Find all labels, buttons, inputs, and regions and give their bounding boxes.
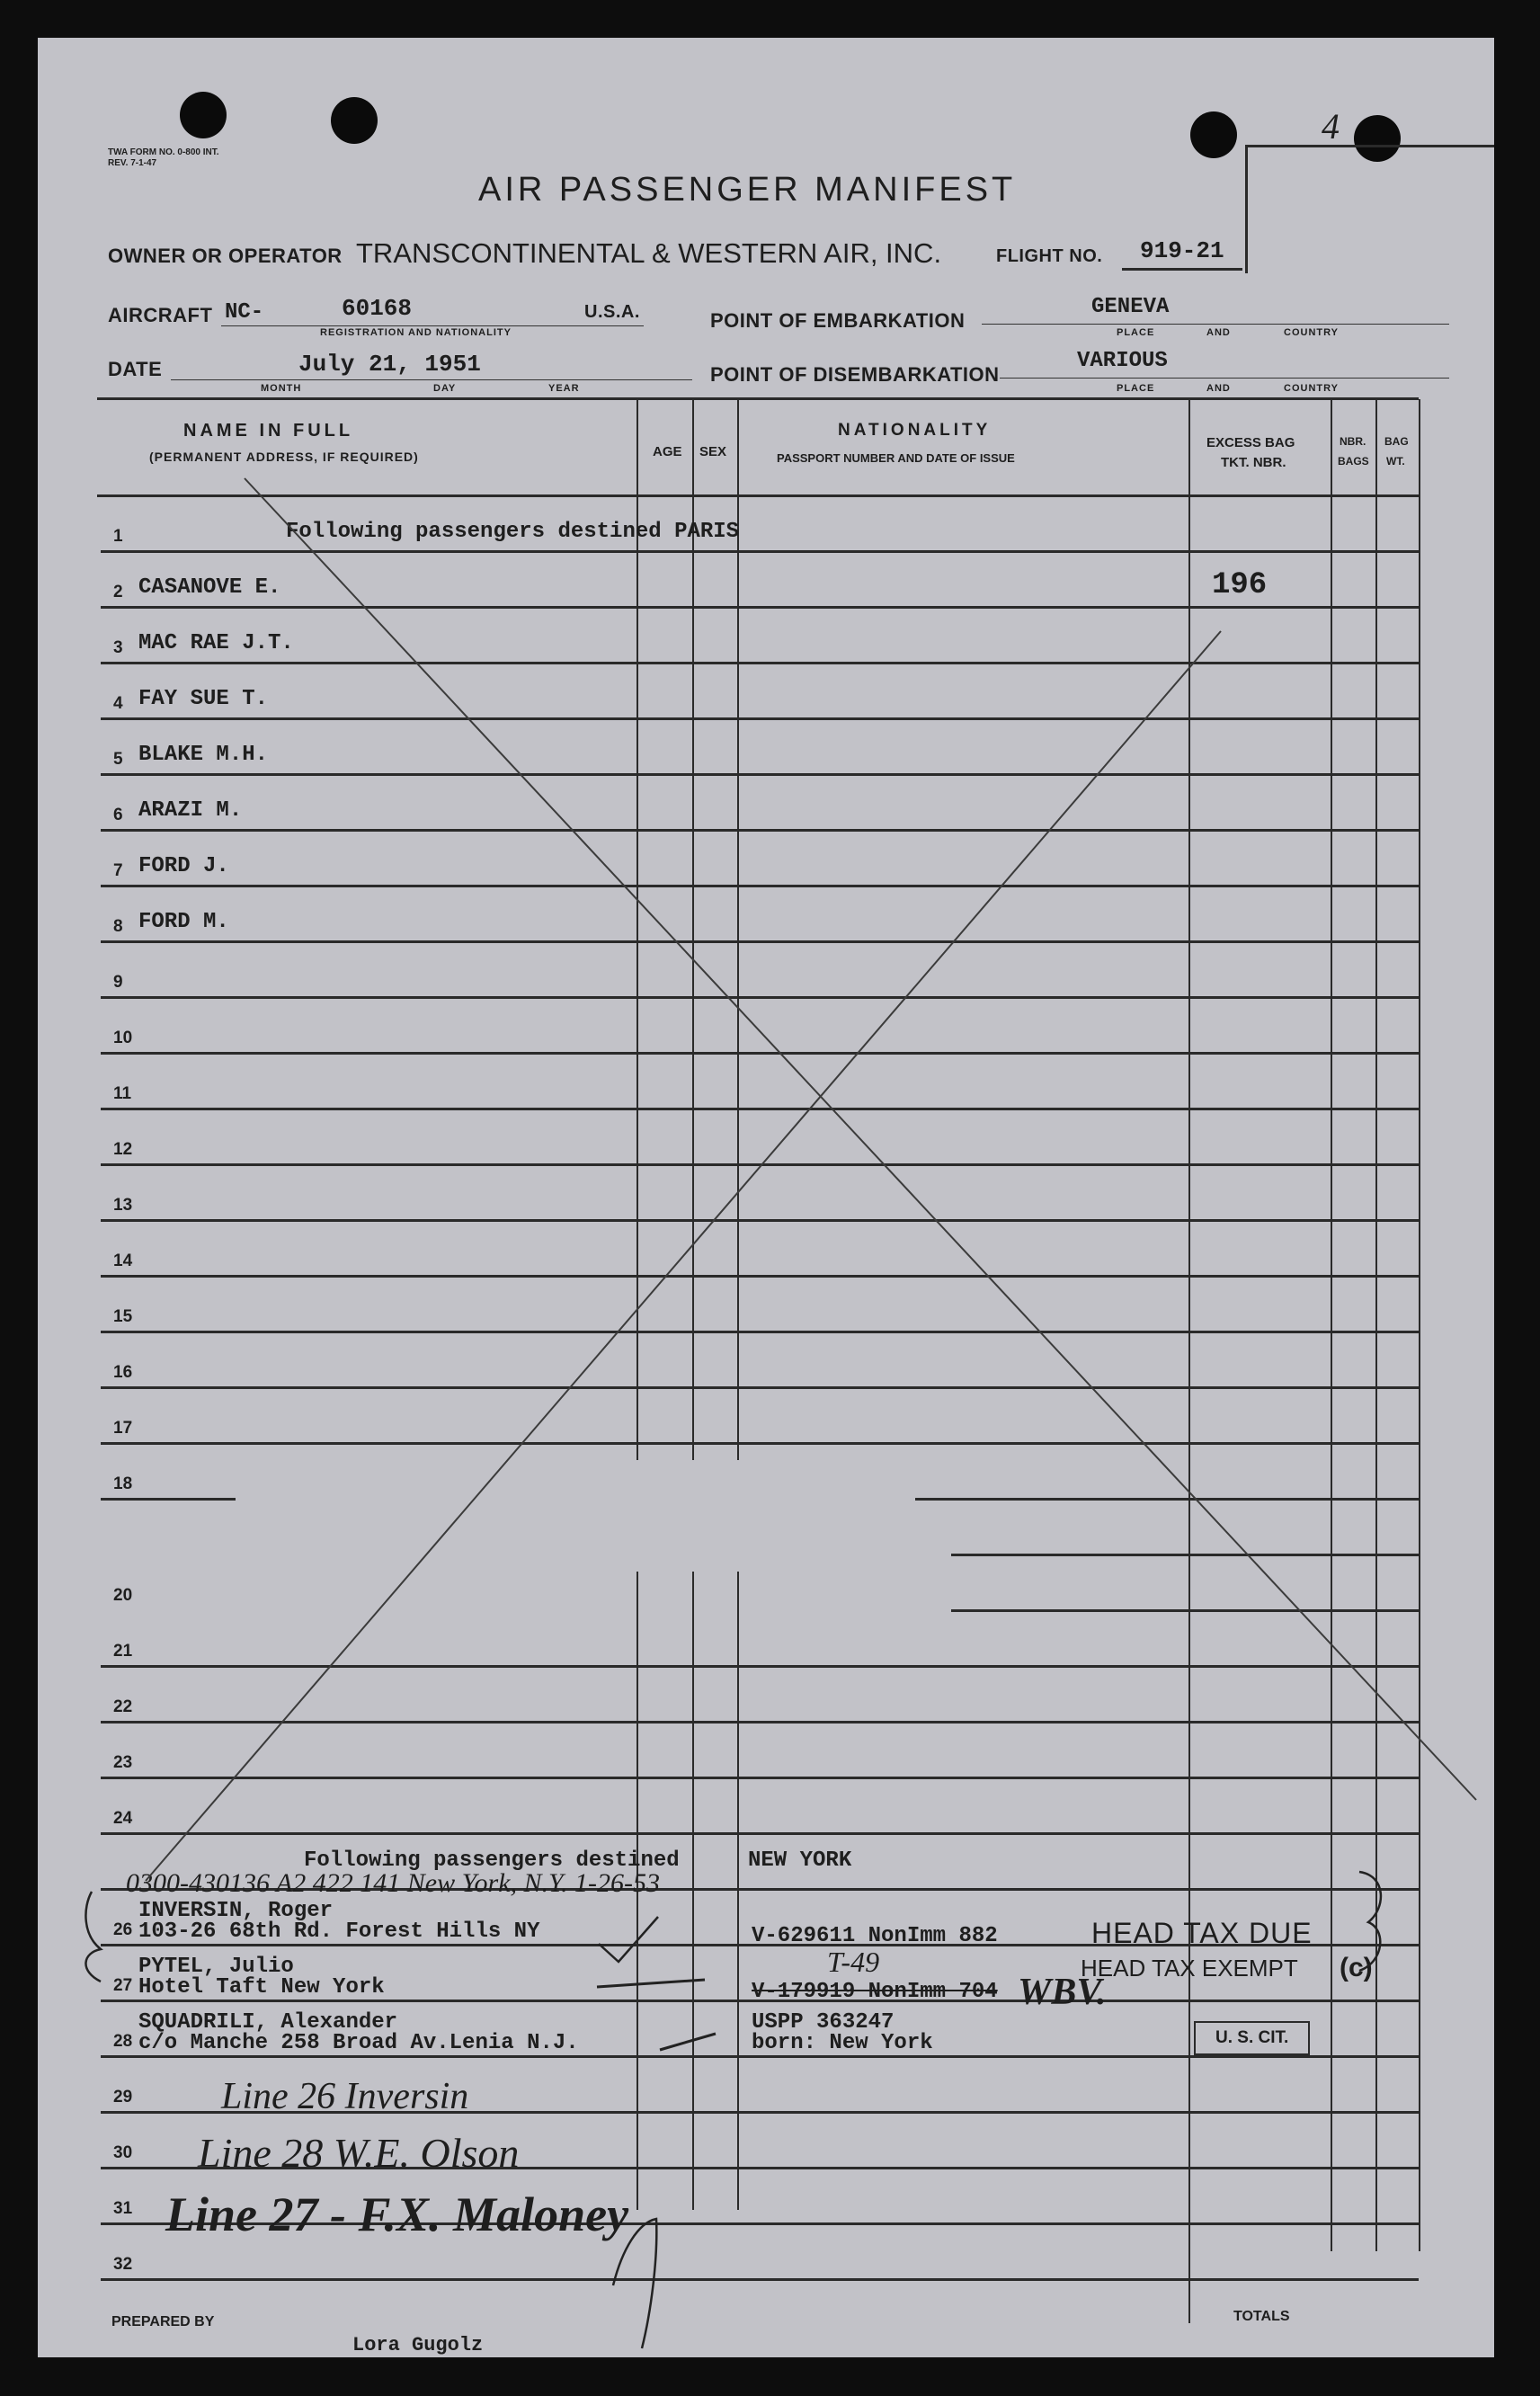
passenger-name: CASANOVE E. bbox=[138, 575, 281, 600]
col-nationality-header: NATIONALITY bbox=[838, 421, 992, 440]
col-name-header: NAME IN FULL bbox=[183, 421, 354, 441]
col-excess-subheader: TKT. NBR. bbox=[1221, 455, 1286, 470]
row-number: 6 bbox=[113, 806, 123, 824]
preparer-name: Lora Gugolz bbox=[352, 2334, 484, 2356]
passenger-name: FAY SUE T. bbox=[138, 687, 269, 711]
row-number: 22 bbox=[113, 1697, 133, 1716]
row-number: 7 bbox=[113, 861, 123, 880]
row-number: 12 bbox=[113, 1140, 133, 1159]
disembarkation-value: VARIOUS bbox=[1077, 349, 1168, 373]
handwritten-initials: WBV. bbox=[1018, 1972, 1107, 2013]
pen-stroke bbox=[597, 1980, 705, 1987]
row-number: 16 bbox=[113, 1363, 133, 1382]
passenger-name: INVERSIN, Roger bbox=[138, 1899, 334, 1923]
col-bag-subheader: WT. bbox=[1386, 455, 1405, 468]
head-tax-exempt-stamp: HEAD TAX EXEMPT bbox=[1081, 1955, 1298, 1982]
exempt-code: (c) bbox=[1340, 1953, 1373, 1982]
us-citizen-stamp: U. S. CIT. bbox=[1194, 2021, 1310, 2055]
head-tax-due-stamp: HEAD TAX DUE bbox=[1091, 1917, 1313, 1949]
passport-info: V-179919 NonImm 704 bbox=[752, 1980, 998, 2004]
row-number: 15 bbox=[113, 1307, 133, 1326]
cancel-stroke bbox=[146, 631, 1221, 1881]
aircraft-country: U.S.A. bbox=[584, 302, 640, 322]
row-number: 27 bbox=[113, 1976, 133, 1995]
handwritten-note: Line 27 - F.X. Maloney bbox=[165, 2187, 629, 2241]
handwritten-note: 0300-430136 A2 422 141 New York, N.Y. 1-26-53 bbox=[126, 1868, 660, 1898]
row-number: 24 bbox=[113, 1809, 133, 1828]
row-number: 1 bbox=[113, 527, 123, 546]
row-number: 30 bbox=[113, 2143, 133, 2162]
row-number: 31 bbox=[113, 2199, 133, 2218]
row-number: 32 bbox=[113, 2255, 133, 2274]
date-label: DATE bbox=[108, 358, 163, 380]
form-title: AIR PASSENGER MANIFEST bbox=[478, 171, 1017, 209]
col-nbr-header: NBR. bbox=[1340, 435, 1366, 448]
preparer-initial bbox=[613, 2219, 656, 2348]
registration-caption: REGISTRATION AND NATIONALITY bbox=[320, 327, 512, 338]
destination-note-paris: Following passengers destined PARIS bbox=[286, 520, 740, 544]
passenger-address: Hotel Taft New York bbox=[138, 1975, 385, 2000]
row-number: 18 bbox=[113, 1474, 133, 1493]
country-caption: COUNTRY bbox=[1284, 327, 1339, 338]
col-nbr-subheader: BAGS bbox=[1338, 455, 1369, 468]
embarkation-label: POINT OF EMBARKATION bbox=[710, 309, 966, 332]
col-nationality-subheader: PASSPORT NUMBER AND DATE OF ISSUE bbox=[777, 451, 1015, 465]
aircraft-prefix: NC- bbox=[225, 300, 264, 325]
passenger-address: c/o Manche 258 Broad Av.Lenia N.J. bbox=[138, 2031, 579, 2055]
owner-value: TRANSCONTINENTAL & WESTERN AIR, INC. bbox=[356, 237, 942, 269]
aircraft-label: AIRCRAFT bbox=[108, 304, 213, 326]
check-mark bbox=[599, 1917, 658, 1962]
row-number: 17 bbox=[113, 1419, 133, 1438]
flight-value: 919-21 bbox=[1140, 237, 1224, 264]
col-excess-header: EXCESS BAG bbox=[1206, 435, 1295, 450]
year-caption: YEAR bbox=[548, 383, 580, 394]
passenger-name: PYTEL, Julio bbox=[138, 1955, 294, 1979]
passenger-address: 103-26 68th Rd. Forest Hills NY bbox=[138, 1919, 540, 1944]
passport-info: V-629611 NonImm 882 bbox=[752, 1924, 998, 1948]
manifest-sheet bbox=[38, 38, 1494, 2357]
passenger-name: MAC RAE J.T. bbox=[138, 631, 294, 655]
destination-note: Following passengers destined bbox=[304, 1848, 680, 1873]
handwritten-note: Line 26 Inversin bbox=[221, 2076, 469, 2117]
passenger-name: FORD J. bbox=[138, 854, 229, 878]
row-number: 29 bbox=[113, 2088, 133, 2107]
pen-stroke bbox=[660, 2034, 716, 2050]
handwritten-note: Line 28 W.E. Olson bbox=[198, 2130, 520, 2176]
row-number: 5 bbox=[113, 750, 123, 769]
aircraft-value: 60168 bbox=[342, 295, 413, 322]
col-sex-header: SEX bbox=[699, 444, 727, 459]
col-age-header: AGE bbox=[653, 444, 682, 459]
row-number: 8 bbox=[113, 917, 123, 936]
row-number: 28 bbox=[113, 2032, 133, 2051]
row-number: 23 bbox=[113, 1753, 133, 1772]
excess-bag-number: 196 bbox=[1212, 568, 1268, 602]
date-value: July 21, 1951 bbox=[298, 351, 481, 378]
row-number: 13 bbox=[113, 1196, 133, 1215]
flight-label: FLIGHT NO. bbox=[996, 246, 1103, 266]
cancel-stroke bbox=[245, 478, 1476, 1800]
bracket-mark bbox=[1359, 1872, 1381, 1971]
birthplace: born: New York bbox=[752, 2031, 933, 2055]
form-no-text: TWA FORM NO. 0-800 INT. bbox=[108, 147, 219, 157]
passenger-name: ARAZI M. bbox=[138, 798, 243, 823]
row-number: 21 bbox=[113, 1642, 133, 1661]
passport-number: USPP 363247 bbox=[752, 2010, 895, 2035]
and-caption: AND bbox=[1206, 383, 1231, 394]
disembarkation-label: POINT OF DISEMBARKATION bbox=[710, 363, 1000, 386]
passenger-name: BLAKE M.H. bbox=[138, 743, 269, 767]
country-caption: COUNTRY bbox=[1284, 383, 1339, 394]
row-number: 20 bbox=[113, 1586, 133, 1605]
destination-new-york: NEW YORK bbox=[748, 1848, 852, 1873]
col-name-subheader: (PERMANENT ADDRESS, IF REQUIRED) bbox=[149, 450, 419, 464]
col-bag-header: BAG bbox=[1384, 435, 1409, 448]
place-caption: PLACE bbox=[1117, 383, 1155, 394]
and-caption: AND bbox=[1206, 327, 1231, 338]
passenger-name: FORD M. bbox=[138, 910, 229, 934]
totals-label: TOTALS bbox=[1233, 2309, 1290, 2324]
row-number: 10 bbox=[113, 1029, 133, 1047]
owner-label: OWNER OR OPERATOR bbox=[108, 245, 343, 267]
bracket-mark bbox=[85, 1892, 101, 1982]
row-number: 2 bbox=[113, 583, 123, 601]
month-caption: MONTH bbox=[261, 383, 302, 394]
page-number: 4 bbox=[1322, 106, 1340, 147]
row-number: 3 bbox=[113, 638, 123, 657]
passenger-name: SQUADRILI, Alexander bbox=[138, 2010, 398, 2035]
row-number: 11 bbox=[113, 1084, 132, 1103]
row-number: 14 bbox=[113, 1251, 133, 1270]
handwritten-correction: T-49 bbox=[827, 1946, 880, 1978]
day-caption: DAY bbox=[433, 383, 457, 394]
row-number: 4 bbox=[113, 694, 123, 713]
form-rev-text: REV. 7-1-47 bbox=[108, 158, 157, 168]
embarkation-value: GENEVA bbox=[1091, 295, 1170, 319]
row-number: 9 bbox=[113, 973, 123, 992]
place-caption: PLACE bbox=[1117, 327, 1155, 338]
cancellation-marks bbox=[38, 38, 1494, 2357]
row-number: 26 bbox=[113, 1920, 133, 1939]
prepared-by-label: PREPARED BY bbox=[111, 2314, 215, 2329]
